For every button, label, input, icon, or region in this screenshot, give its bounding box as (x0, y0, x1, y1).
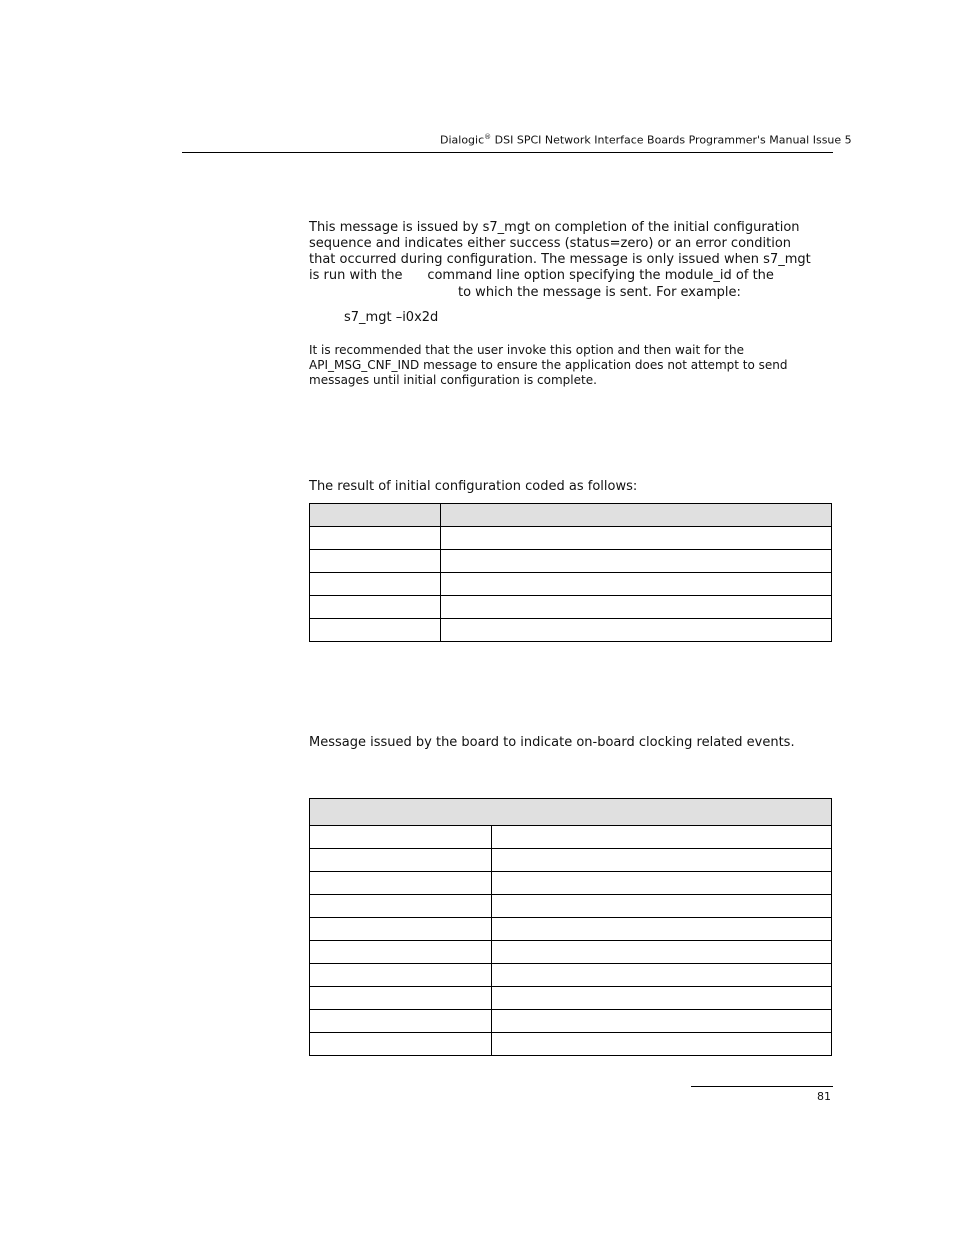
clock-event-intro: Message issued by the board to indicate on-board clocking related events. (309, 735, 795, 750)
status-intro: The result of initial configuration coded as follows: (309, 479, 638, 494)
table-cell (310, 1033, 492, 1056)
table-cell (492, 918, 832, 941)
table-row (310, 573, 832, 596)
table-row (310, 895, 832, 918)
table-cell (310, 941, 492, 964)
table-cell (310, 987, 492, 1010)
table-row (310, 872, 832, 895)
status-table-header (310, 504, 832, 527)
table-row (310, 550, 832, 573)
table-cell (441, 550, 832, 573)
table-cell (441, 527, 832, 550)
footer-rule (691, 1086, 833, 1087)
table-row (310, 987, 832, 1010)
table-cell (310, 964, 492, 987)
table-cell (310, 1010, 492, 1033)
header-brand: Dialogic (440, 133, 485, 147)
table-row (310, 619, 832, 642)
table-cell (310, 849, 492, 872)
table-cell (310, 596, 441, 619)
table-row (310, 1010, 832, 1033)
table-cell (310, 550, 441, 573)
table-cell (492, 849, 832, 872)
table-cell (492, 987, 832, 1010)
table-cell (492, 895, 832, 918)
table-cell (492, 826, 832, 849)
running-header (440, 133, 852, 147)
status-table (309, 503, 832, 642)
message-header-cell (310, 799, 832, 826)
table-cell (310, 918, 492, 941)
table-cell (492, 964, 832, 987)
table-row (310, 1033, 832, 1056)
table-row (310, 527, 832, 550)
table-cell (310, 872, 492, 895)
note-line-2: API_MSG_CNF_IND message to ensure the application does not attempt to send (309, 358, 788, 372)
header-title: DSI SPCI Network Interface Boards Programmer's Manual Issue 5 (491, 133, 852, 147)
table-row (310, 849, 832, 872)
table-cell (310, 895, 492, 918)
message-table-header (310, 799, 832, 826)
registered-mark: ® (484, 133, 492, 141)
table-cell (310, 619, 441, 642)
table-cell (441, 573, 832, 596)
table-row (310, 918, 832, 941)
table-cell (310, 527, 441, 550)
table-cell (492, 941, 832, 964)
table-cell (492, 1033, 832, 1056)
command-example: s7_mgt –i0x2d (344, 310, 439, 325)
description-line-2: sequence and indicates either success (status=zero) or an error condition (309, 236, 792, 251)
note-line-1: It is recommended that the user invoke this option and then wait for the (309, 343, 745, 357)
description-line-4: is run with the command line option specifying the module_id of the (309, 268, 774, 283)
table-row (310, 596, 832, 619)
header-rule (182, 152, 833, 153)
description-line-1: This message is issued by s7_mgt on completion of the initial configuration (309, 220, 800, 235)
status-header-value (310, 504, 441, 527)
status-header-description (441, 504, 832, 527)
message-format-table (309, 798, 832, 1056)
note-line-3: messages until initial configuration is complete. (309, 373, 597, 387)
table-row (310, 964, 832, 987)
table-cell (441, 619, 832, 642)
table-cell (492, 872, 832, 895)
table-row (310, 941, 832, 964)
table-cell (310, 573, 441, 596)
description-line-5: to which the message is sent. For example: (458, 285, 741, 300)
table-cell (310, 826, 492, 849)
table-row (310, 826, 832, 849)
page-number: 81 (817, 1090, 831, 1103)
table-cell (492, 1010, 832, 1033)
description-line-3: that occurred during configuration. The message is only issued when s7_mgt (309, 252, 811, 267)
table-cell (441, 596, 832, 619)
